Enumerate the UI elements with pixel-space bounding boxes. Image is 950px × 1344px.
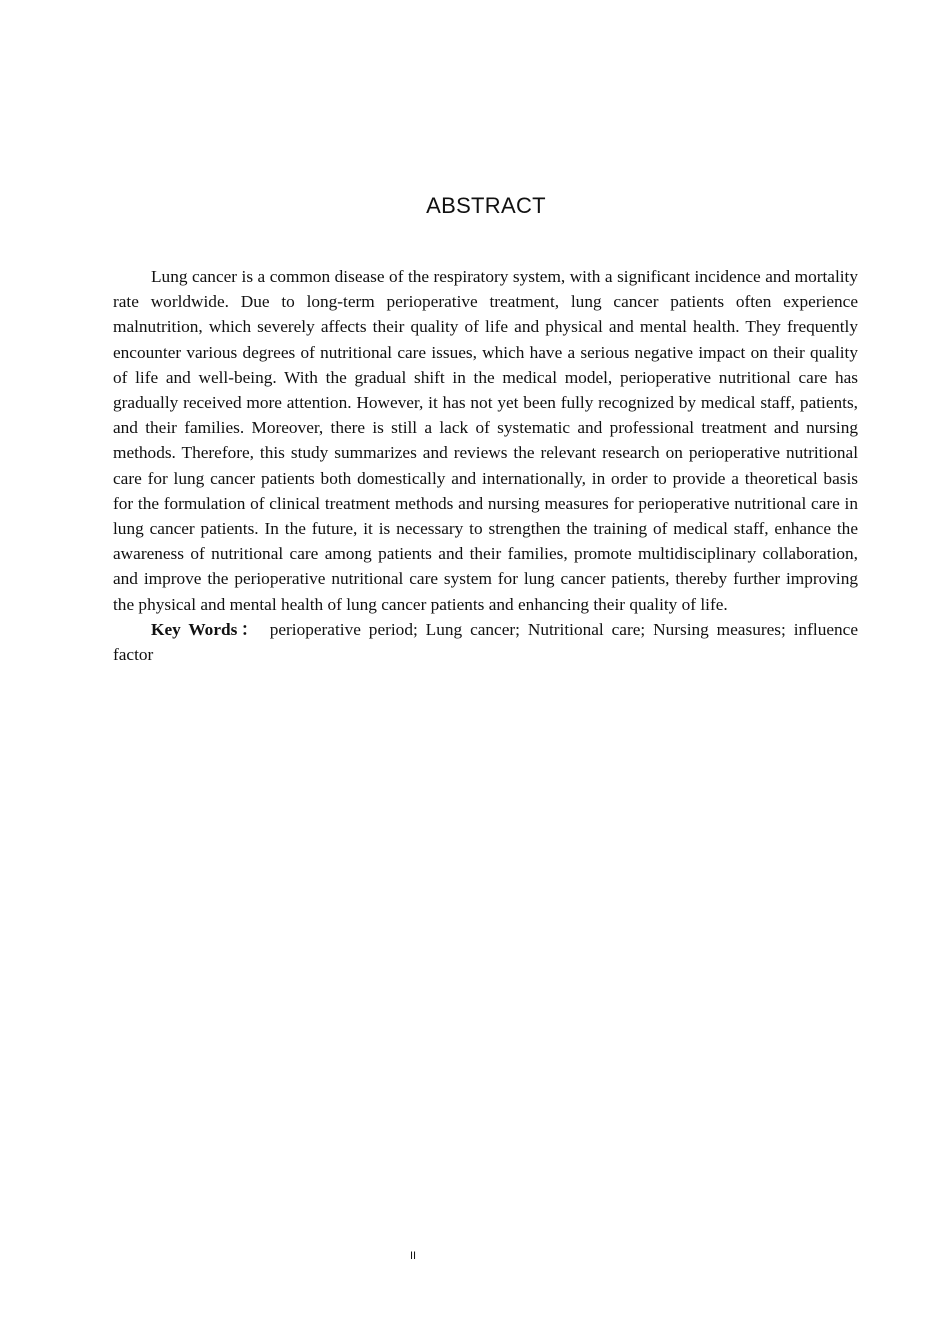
abstract-body	[113, 264, 858, 667]
keywords-text: perioperative period; Lung cancer; Nutritional care; Nursing measures; influence factor	[113, 619, 858, 665]
abstract-paragraph: Lung cancer is a common disease of the respiratory system, with a significant incidence and mortality rate worldwide. Due to long-term perioperative treatment, lung cancer patients often experience malnutrition, which severely affects their quality of life and physical and mental health. They frequently encounter various degrees of nutritional care issues, which have a serious negative impact on their quality of life and well-being. With the gradual shift in the medical model, perioperative nutritional care has gradually received more attention. However, it has not yet been fully recognized by medical staff, patients, and their families. Moreover, there is still a lack of systematic and professional treatment and nursing methods. Therefore, this study summarizes and reviews the relevant research on perioperative nutritional care for lung cancer patients both domestically and internationally, in order to provide a theoretical basis for the formulation of clinical treatment methods and nursing measures for perioperative nutritional care in lung cancer patients. In the future, it is necessary to strengthen the training of medical staff, enhance the awareness of nutritional care among patients and their families, promote multidisciplinary collaboration, and improve the perioperative nutritional care system for lung cancer patients, thereby further improving the physical and mental health of lung cancer patients and enhancing their quality of life.	[113, 267, 858, 614]
page-number: II	[409, 1250, 417, 1262]
keywords-line	[113, 617, 858, 667]
keywords-label: Key Words：	[151, 619, 262, 639]
abstract-title: ABSTRACT	[426, 193, 546, 218]
